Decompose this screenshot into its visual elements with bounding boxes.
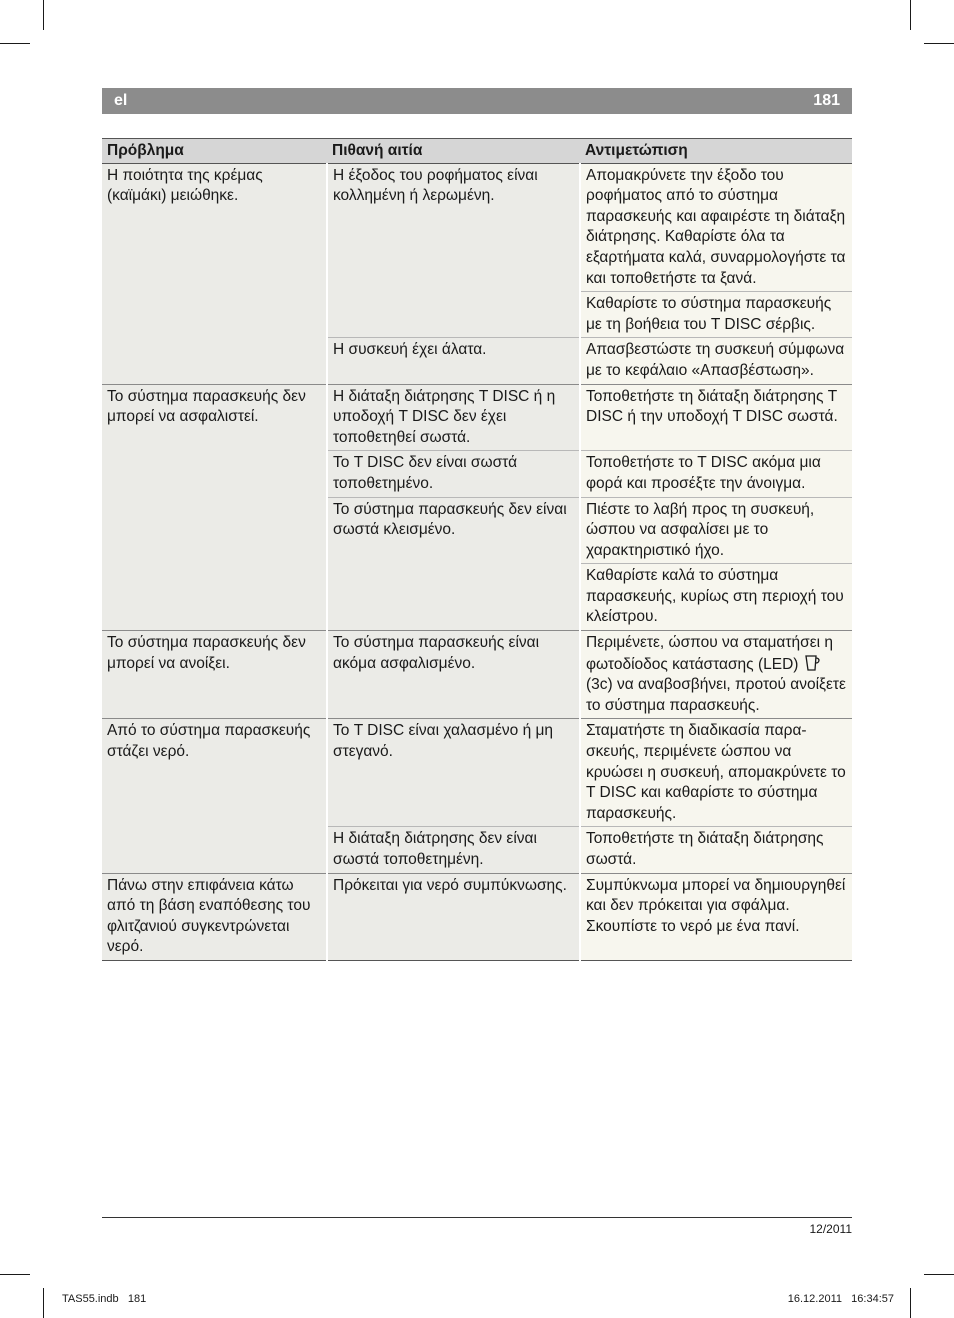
remedy-cell bbox=[580, 631, 852, 719]
crop-mark bbox=[910, 0, 911, 30]
table-header-row bbox=[102, 139, 852, 164]
language-code: el bbox=[114, 92, 128, 109]
remedy-cell: Τοποθετήστε τη διάταξη διάτρησης σωστά. bbox=[580, 827, 852, 873]
crop-mark bbox=[0, 43, 30, 44]
crop-mark bbox=[910, 1288, 911, 1318]
cause-cell: Πρόκειται για νερό συμπύκνωσης. bbox=[327, 873, 580, 960]
crop-mark bbox=[43, 0, 44, 30]
crop-mark bbox=[924, 43, 954, 44]
cause-cell: Η έξοδος του ροφήματος είναι κολλημένη ή λερωμένη. bbox=[327, 163, 580, 338]
problem-cell: Η ποιότητα της κρέμας (καϊμάκι) μειώθηκε. bbox=[102, 163, 327, 384]
table-row bbox=[102, 163, 852, 292]
problem-cell: Το σύστημα παρασκευής δεν μπορεί να ανοίξει. bbox=[102, 631, 327, 719]
cause-cell: Το T DISC είναι χαλασμένο ή μη στεγανό. bbox=[327, 719, 580, 827]
cause-cell: Το σύστημα παρασκευής δεν είναι σωστά κλεισμένο. bbox=[327, 497, 580, 631]
remedy-cell: Καθαρίστε το σύστημα παρασκευής με τη βοήθεια του T DISC σέρβις. bbox=[580, 292, 852, 338]
problem-cell: Από το σύστημα παρασκευής στάζει νερό. bbox=[102, 719, 327, 873]
troubleshooting-table bbox=[102, 138, 852, 961]
table-row bbox=[102, 719, 852, 827]
cause-cell: Το T DISC δεν είναι σωστά τοποθετημένο. bbox=[327, 451, 580, 497]
cause-cell: Η διάταξη διάτρησης δεν είναι σωστά τοποθετημένη. bbox=[327, 827, 580, 873]
crop-mark bbox=[43, 1288, 44, 1318]
footer-date: 12/2011 bbox=[809, 1222, 852, 1236]
problem-cell: Το σύστημα παρασκευής δεν μπορεί να ασφαλιστεί. bbox=[102, 384, 327, 631]
column-header-remedy: Αντιμετώπιση bbox=[580, 139, 852, 164]
footer-divider bbox=[102, 1217, 852, 1218]
remedy-cell: Απομακρύνετε την έξοδο του ροφήματος από το σύστημα παρασκευής και αφαιρέστε τη διάταξη διάτρησης. Καθαρίστε όλα τα εξαρτήματα καλά, συναρμολογήστε τα και τοποθετήστε τα ξανά. bbox=[580, 163, 852, 292]
table-row bbox=[102, 631, 852, 719]
table-row bbox=[102, 384, 852, 451]
cause-cell: Η διάταξη διάτρησης T DISC ή η υποδοχή T DISC δεν έχει τοποθετηθεί σωστά. bbox=[327, 384, 580, 451]
cause-cell: Το σύστημα παρασκευής είναι ακόμα ασφαλισμένο. bbox=[327, 631, 580, 719]
remedy-text: (3c) να αναβοσβήνει, προτού ανοίξετε το σύστημα παρασκευής. bbox=[586, 676, 846, 714]
crop-mark bbox=[924, 1274, 954, 1275]
remedy-cell: Τοποθετήστε τη διάταξη διάτρησης T DISC ή την υποδοχή T DISC σωστά. bbox=[580, 384, 852, 451]
remedy-cell: Απασβεστώστε τη συσκευή σύμφωνα με το κεφάλαιο «Απασβέστωση». bbox=[580, 338, 852, 384]
remedy-cell: Τοποθετήστε το T DISC ακόμα μια φορά και προσέξτε την άνοιγμα. bbox=[580, 451, 852, 497]
page-number: 181 bbox=[813, 92, 840, 109]
problem-cell: Πάνω στην επιφάνεια κάτω από τη βάση εναπόθεσης του φλιτζανιού συγκεντρώνεται νερό. bbox=[102, 873, 327, 960]
crop-mark bbox=[0, 1274, 30, 1275]
remedy-cell: Καθαρίστε καλά το σύστημα παρασκευής, κυρίως στη περιοχή του κλείστρου. bbox=[580, 564, 852, 631]
remedy-cell: Συμπύκνωμα μπορεί να δημιουργηθεί και δεν πρόκειται για σφάλμα. Σκουπίστε το νερό με ένα πανί. bbox=[580, 873, 852, 960]
print-slug-file: TAS55.indb 181 bbox=[62, 1293, 147, 1305]
table-row bbox=[102, 873, 852, 960]
print-slug-timestamp: 16.12.2011 16:34:57 bbox=[787, 1293, 894, 1305]
cup-icon bbox=[803, 654, 821, 672]
cause-cell: Η συσκευή έχει άλατα. bbox=[327, 338, 580, 384]
remedy-text: Περιμένετε, ώσπου να σταματήσει η φωτοδίοδος κατάστασης (LED) bbox=[586, 634, 833, 673]
column-header-problem: Πρόβλημα bbox=[102, 139, 327, 164]
remedy-cell: Πιέστε το λαβή προς τη συσκευή, ώσπου να ασφαλίσει με το χαρακτηριστικό ήχο. bbox=[580, 497, 852, 564]
remedy-cell: Σταματήστε τη διαδικασία παρασκευής, περιμένετε ώσπου να κρυώσει η συσκευή, απομακρύνετε το T DISC και καθαρίστε το σύστημα παρασκευής. bbox=[580, 719, 852, 827]
column-header-cause: Πιθανή αιτία bbox=[327, 139, 580, 164]
page-header-bar bbox=[102, 88, 852, 114]
